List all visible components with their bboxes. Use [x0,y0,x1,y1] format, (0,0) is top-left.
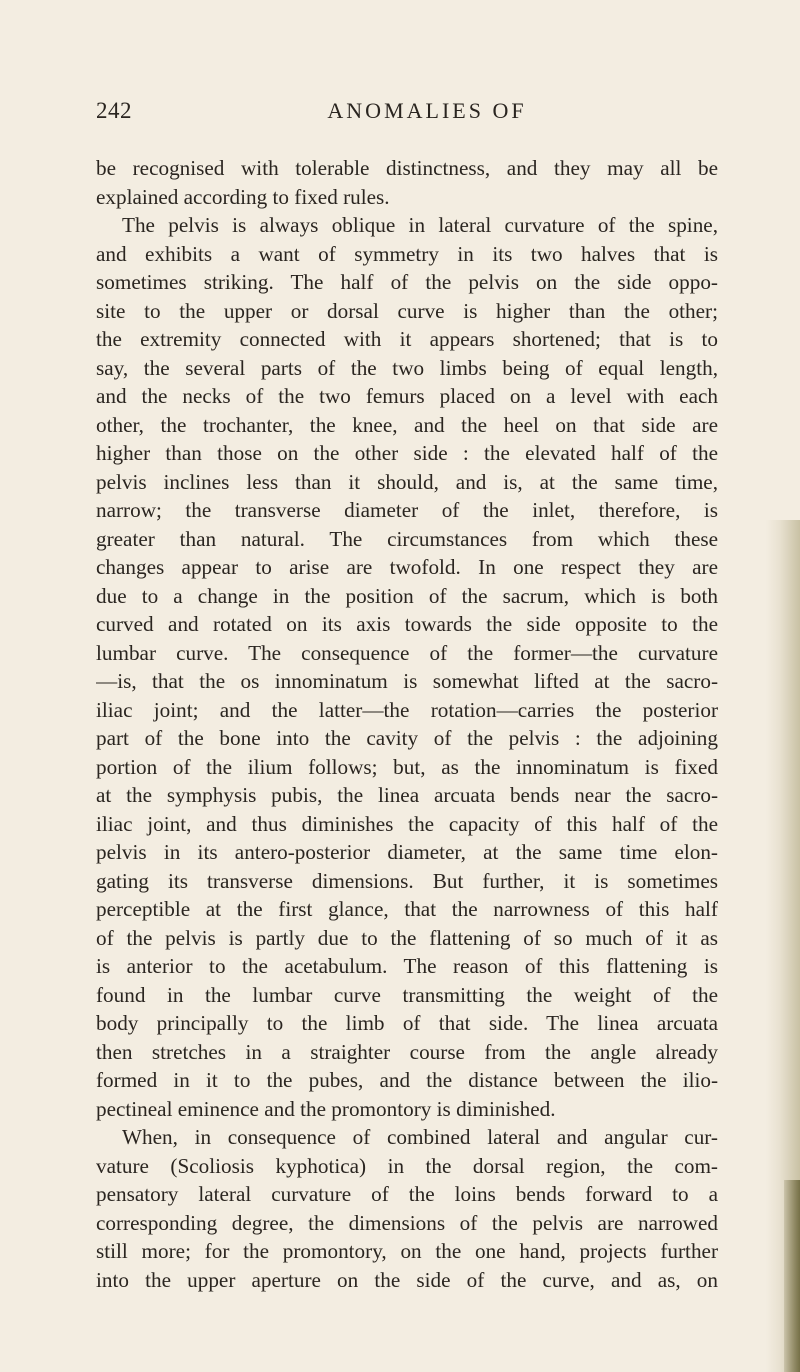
text-line: then stretches in a straighter course from the angle already [96,1039,718,1064]
text-line: gating its transverse dimensions. But further, it is sometimes [96,868,718,893]
text-line: and exhibits a want of symmetry in its two halves that is [96,241,718,266]
text-line: narrow; the transverse diameter of the inlet, therefore, is [96,498,718,522]
body-text [96,154,718,1294]
text-line: portion of the ilium follows; but, as the innominatum is fixed [96,754,718,779]
text-line: into the upper aperture on the side of the curve, and as, on [96,1267,718,1292]
text-line: corresponding degree, the dimensions of the pelvis are narrowed [96,1210,718,1235]
text-line: perceptible at the first glance, that the narrowness of this half [96,897,718,921]
page-edge-stain [784,1180,800,1372]
text-line: pelvis in its antero-posterior diameter, at the same time elon- [96,840,718,864]
text-line: other, the trochanter, the knee, and the heel on that side are [96,412,718,437]
text-line: greater than natural. The circumstances from which these [96,526,718,551]
text-line: and the necks of the two femurs placed on a level with each [96,384,718,408]
page-header [96,98,718,138]
text-line: part of the bone into the cavity of the pelvis : the adjoining [96,726,718,750]
text-line: pectineal eminence and the promontory is diminished. [96,1096,556,1121]
text-line: is anterior to the acetabulum. The reason of this flattening is [96,954,718,978]
text-line: lumbar curve. The consequence of the former—the curvature [96,640,718,665]
text-line: body principally to the limb of that side. The linea arcuata [96,1011,718,1035]
text-line: When, in consequence of combined lateral and angular cur- [122,1125,718,1149]
text-line: The pelvis is always oblique in lateral curvature of the spine, [122,213,718,237]
running-head: ANOMALIES OF [327,98,527,123]
text-line: at the symphysis pubis, the linea arcuata bends near the sacro- [96,783,718,807]
text-line: sometimes striking. The half of the pelvis on the side oppo- [96,270,718,294]
text-line: pensatory lateral curvature of the loins bends forward to a [96,1182,718,1206]
text-line: —is, that the os innominatum is somewhat lifted at the sacro- [96,669,718,693]
text-line: be recognised with tolerable distinctness, and they may all be [96,156,718,180]
text-line: explained according to fixed rules. [96,184,390,209]
text-line: found in the lumbar curve transmitting the weight of the [96,982,718,1007]
text-line: vature (Scoliosis kyphotica) in the dorsal region, the com- [96,1153,718,1178]
text-line: still more; for the promontory, on the one hand, projects further [96,1239,718,1263]
text-line: iliac joint, and thus diminishes the capacity of this half of the [96,811,718,836]
text-line: the extremity connected with it appears shortened; that is to [96,327,718,351]
text-line: curved and rotated on its axis towards the side opposite to the [96,612,718,636]
text-line: due to a change in the position of the sacrum, which is both [96,583,718,608]
text-line: changes appear to arise are twofold. In one respect they are [96,555,718,579]
text-line: higher than those on the other side : the elevated half of the [96,441,718,465]
page-number: 242 [96,98,132,123]
text-line: say, the several parts of the two limbs being of equal length, [96,355,718,380]
text-line: formed in it to the pubes, and the distance between the ilio- [96,1068,718,1092]
text-line: iliac joint; and the latter—the rotation—carries the posterior [96,697,718,722]
text-line: of the pelvis is partly due to the flattening of so much of it as [96,925,718,950]
text-line: site to the upper or dorsal curve is higher than the other; [96,298,718,323]
text-line: pelvis inclines less than it should, and is, at the same time, [96,469,718,494]
